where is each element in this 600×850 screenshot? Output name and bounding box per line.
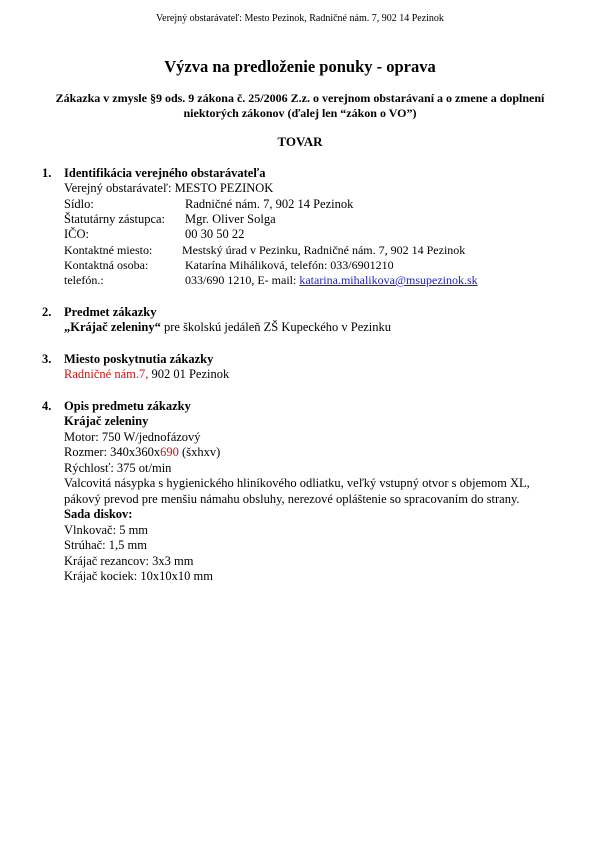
ico-label: IČO: bbox=[64, 227, 89, 241]
document-header: Verejný obstarávateľ: Mesto Pezinok, Radničné nám. 7, 902 14 Pezinok bbox=[156, 13, 444, 24]
telefon-label: telefón.: bbox=[64, 273, 104, 287]
section-3-number: 3. bbox=[42, 352, 52, 366]
disk-struhac: Strúhač: 1,5 mm bbox=[64, 538, 147, 552]
section-1-heading: Identifikácia verejného obstarávateľa bbox=[64, 166, 266, 180]
rozmer-prefix: Rozmer: 340x360x bbox=[64, 445, 161, 459]
spec-motor: Motor: 750 W/jednofázový bbox=[64, 430, 201, 444]
section-1-number: 1. bbox=[42, 166, 52, 180]
disk-vlnkovac: Vlnkovač: 5 mm bbox=[64, 523, 149, 537]
sidlo-label: Sídlo: bbox=[64, 197, 94, 211]
sada-diskov-heading: Sada diskov: bbox=[64, 507, 133, 521]
item-purpose: pre školskú jedáleň ZŠ Kupeckého v Pezinku bbox=[160, 320, 392, 334]
spec-rozmer bbox=[64, 445, 220, 460]
section-3-heading: Miesto poskytnutia zákazky bbox=[64, 352, 214, 366]
address-street: Radničné nám.7, bbox=[64, 367, 149, 381]
kontakt-osoba-value: Katarína Miháliková, telefón: 033/6901210 bbox=[185, 258, 394, 272]
section-2-heading: Predmet zákazky bbox=[64, 305, 157, 319]
category-label: TOVAR bbox=[277, 134, 323, 149]
kontakt-miesto-label: Kontaktné miesto: bbox=[64, 243, 153, 257]
item-name: „Krájač zeleniny“ bbox=[64, 320, 161, 334]
kontakt-miesto-value: Mestský úrad v Pezinku, Radničné nám. 7, 902 14 Pezinok bbox=[182, 243, 466, 257]
email-link[interactable]: katarina.mihalikova@msupezinok.sk bbox=[299, 273, 478, 287]
ico-value: 00 30 50 22 bbox=[185, 227, 245, 241]
sidlo-value: Radničné nám. 7, 902 14 Pezinok bbox=[185, 197, 354, 211]
telefon-value: 033/690 1210, E- mail: bbox=[185, 273, 300, 287]
section-2-number: 2. bbox=[42, 305, 52, 319]
statutar-value: Mgr. Oliver Solga bbox=[185, 212, 276, 226]
section-4-number: 4. bbox=[42, 399, 52, 413]
section-3-address bbox=[64, 367, 229, 382]
section-4-subheading: Krájač zeleniny bbox=[64, 414, 149, 428]
statutar-label: Štatutárny zástupca: bbox=[64, 212, 166, 226]
page-title: Výzva na predloženie ponuky - oprava bbox=[164, 57, 436, 76]
rozmer-height: 690 bbox=[160, 445, 179, 459]
section-2-item bbox=[64, 320, 391, 335]
disk-rezance: Krájač rezancov: 3x3 mm bbox=[64, 554, 194, 568]
telefon-row bbox=[185, 273, 478, 288]
address-city: 902 01 Pezinok bbox=[148, 367, 230, 381]
section-1-obstaravatel: Verejný obstarávateľ: MESTO PEZINOK bbox=[64, 181, 274, 195]
spec-rychlost: Rýchlosť: 375 ot/min bbox=[64, 461, 172, 475]
section-4-heading: Opis predmetu zákazky bbox=[64, 399, 191, 413]
kontakt-osoba-label: Kontaktná osoba: bbox=[64, 258, 149, 272]
page-subtitle: Zákazka v zmysle §9 ods. 9 zákona č. 25/2006 Z.z. o verejnom obstarávaní a o zmene a doplnení niektorých zákonov (ďalej len “zákon o VO”) bbox=[55, 91, 545, 120]
disk-kocky: Krájač kociek: 10x10x10 mm bbox=[64, 569, 213, 583]
spec-description-2: pákový prevod pre menšiu námahu obsluhy, nerezové opláštenie so spracovaním do strany. bbox=[64, 492, 520, 506]
spec-description-1: Valcovitá násypka s hygienického hliníkového odliatku, veľký vstupný otvor s objemom XL, bbox=[64, 476, 530, 490]
rozmer-suffix: (šxhxv) bbox=[178, 445, 221, 459]
